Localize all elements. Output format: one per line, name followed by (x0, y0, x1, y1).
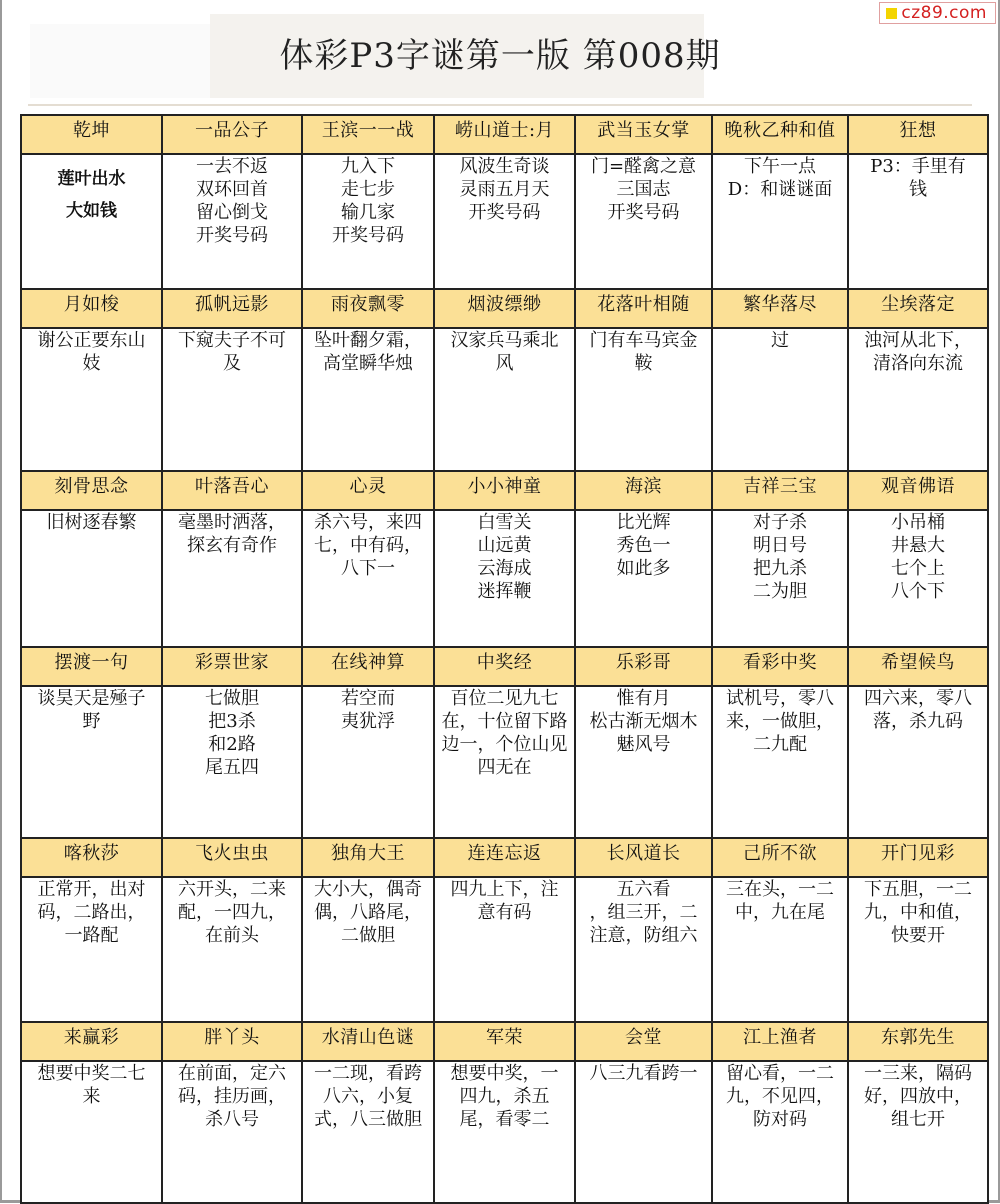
column-header-cell: 开门见彩 (848, 838, 988, 877)
column-header-cell: 独角大王 (302, 838, 434, 877)
riddle-line: 来 (82, 1086, 101, 1107)
riddle-line: 七做胆 (205, 688, 259, 709)
riddle-line: 想要中奖二七 (37, 1063, 146, 1084)
riddle-line: 意有码 (477, 902, 532, 923)
column-header-cell: 观音佛语 (848, 471, 988, 510)
riddle-line: 大小大，偶奇 (314, 879, 422, 900)
riddle-line: 一三来，隔码 (864, 1063, 972, 1084)
column-header-cell: 雨夜飘零 (302, 289, 434, 328)
riddle-cell (712, 510, 848, 647)
header-row (21, 647, 988, 686)
riddle-line: 码，二路出， (37, 902, 146, 923)
riddle-cell (712, 328, 848, 471)
riddle-line: 八六，小复 (323, 1086, 413, 1107)
column-header-cell: 东郭先生 (848, 1022, 988, 1061)
riddle-cell (21, 510, 162, 647)
column-header-cell: 武当玉女掌 (575, 115, 712, 154)
riddle-line: 九，中和值， (864, 902, 972, 923)
column-header-cell: 会堂 (575, 1022, 712, 1061)
column-header-cell: 叶落吾心 (162, 471, 302, 510)
riddle-line: 毫墨时洒落， (178, 512, 286, 533)
header-row (21, 115, 988, 154)
riddle-line: 偶，八路尾， (314, 902, 422, 923)
riddle-cell (302, 686, 434, 838)
column-header-cell: 江上渔者 (712, 1022, 848, 1061)
column-header-cell: 看彩中奖 (712, 647, 848, 686)
riddle-line: 四九上下，注 (450, 879, 559, 900)
riddle-line: 注意，防组六 (589, 925, 698, 946)
riddle-line: 秀色一 (616, 535, 671, 556)
riddle-line: 七，中有码， (314, 535, 422, 556)
riddle-line: 汉家兵马乘北 (450, 330, 559, 351)
column-header-cell: 海滨 (575, 471, 712, 510)
riddle-cell (434, 686, 575, 838)
riddle-line: 比光辉 (616, 512, 671, 533)
column-header-cell: 中奖经 (434, 647, 575, 686)
riddle-line: 莲叶出水 (57, 169, 126, 189)
column-header-cell: 一品公子 (162, 115, 302, 154)
column-header-cell: 尘埃落定 (848, 289, 988, 328)
riddle-line: 白雪关 (477, 512, 532, 533)
riddle-line: 在，十位留下路 (441, 711, 568, 732)
column-header-cell: 花落叶相随 (575, 289, 712, 328)
riddle-line: 想要中奖，一 (450, 1063, 559, 1084)
riddle-line: 二九配 (753, 734, 807, 755)
riddle-line: 七个上 (891, 558, 945, 579)
riddle-line: 开奖号码 (607, 202, 680, 223)
riddle-cell (302, 510, 434, 647)
riddle-line: 防对码 (753, 1109, 807, 1130)
riddle-cell (575, 328, 712, 471)
column-header-cell: 月如梭 (21, 289, 162, 328)
riddle-line: 四无在 (477, 757, 532, 778)
riddle-line: 若空而 (341, 688, 395, 709)
riddle-line: 尾五四 (205, 757, 259, 778)
header-row (21, 1022, 988, 1061)
riddle-cell (434, 154, 575, 289)
column-header-cell: 心灵 (302, 471, 434, 510)
riddle-line: 一去不返 (196, 156, 268, 177)
riddle-line: 九入下 (341, 156, 395, 177)
riddle-line: 惟有月 (616, 688, 671, 709)
riddle-line: 山远黄 (477, 535, 532, 556)
riddle-line: 好，四放中， (864, 1086, 972, 1107)
riddle-line: P3：手里有 (870, 156, 966, 177)
riddle-line: 风波生奇谈 (459, 156, 550, 177)
riddle-cell (302, 328, 434, 471)
column-header-cell: 摆渡一句 (21, 647, 162, 686)
riddle-cell (21, 877, 162, 1022)
riddle-line: 云海成 (477, 558, 532, 579)
column-header-cell: 刻骨思念 (21, 471, 162, 510)
riddle-line: 八下一 (341, 558, 395, 579)
riddle-line: 明日号 (753, 535, 807, 556)
riddle-line: 门=醛禽之意 (590, 156, 697, 177)
riddle-row (21, 1061, 988, 1203)
watermark-logo (879, 2, 996, 24)
column-header-cell: 军荣 (434, 1022, 575, 1061)
logo-square-icon (886, 8, 897, 19)
riddle-cell (575, 1061, 712, 1203)
riddle-line: 四九，杀五 (459, 1086, 550, 1107)
riddle-line: 留心倒戈 (196, 202, 268, 223)
riddle-line: 二做胆 (341, 925, 395, 946)
riddle-cell (848, 686, 988, 838)
riddle-line: 落，杀九码 (873, 711, 963, 732)
riddle-line: 输几家 (341, 202, 395, 223)
riddle-line: 和2路 (208, 734, 256, 755)
riddle-line: 野 (82, 711, 101, 732)
column-header-cell: 胖丫头 (162, 1022, 302, 1061)
riddle-line: 九，不见四， (726, 1086, 834, 1107)
riddle-line: 下窥夫子不可 (178, 330, 286, 351)
riddle-cell (162, 154, 302, 289)
riddle-line: 妓 (82, 353, 101, 374)
riddle-cell (575, 154, 712, 289)
riddle-line: 八个下 (891, 581, 945, 602)
riddle-cell (712, 686, 848, 838)
column-header-cell: 吉祥三宝 (712, 471, 848, 510)
riddle-cell (162, 686, 302, 838)
riddle-cell (712, 877, 848, 1022)
riddle-line: 配，一四九， (178, 902, 286, 923)
riddle-line: 四六来，零八 (864, 688, 972, 709)
riddle-line: 灵雨五月天 (459, 179, 550, 200)
riddle-cell (848, 877, 988, 1022)
riddle-line: 在前头 (205, 925, 259, 946)
riddle-line: 尾，看零二 (459, 1109, 550, 1130)
riddle-line: 把九杀 (753, 558, 807, 579)
column-header-cell: 乾坤 (21, 115, 162, 154)
column-header-cell: 希望候鸟 (848, 647, 988, 686)
riddle-line: 小吊桶 (891, 512, 945, 533)
riddle-cell (21, 1061, 162, 1203)
riddle-line: 杀六号，来四 (314, 512, 422, 533)
riddle-line: 五六看 (616, 879, 671, 900)
riddle-line: 谈昊天是殛子 (37, 688, 146, 709)
riddle-cell (162, 1061, 302, 1203)
riddle-line: 坠叶翻夕霜， (314, 330, 422, 351)
riddle-line: 快要开 (891, 925, 945, 946)
riddle-line: 门有车马宾金 (589, 330, 698, 351)
column-header-cell: 喀秋莎 (21, 838, 162, 877)
riddle-line: 井悬大 (891, 535, 945, 556)
riddle-cell (21, 686, 162, 838)
riddle-line: D：和谜谜面 (727, 179, 833, 200)
column-header-cell: 烟波缥缈 (434, 289, 575, 328)
riddle-row (21, 510, 988, 647)
column-header-cell: 己所不欲 (712, 838, 848, 877)
riddle-line: ，组三开，二 (589, 902, 698, 923)
riddle-line: 旧树逐春繁 (46, 512, 137, 533)
riddle-line: 开奖号码 (196, 225, 268, 246)
riddle-row (21, 328, 988, 471)
column-header-cell: 狂想 (848, 115, 988, 154)
riddle-line: 鞍 (634, 353, 653, 374)
riddle-cell (302, 877, 434, 1022)
riddle-line: 松古渐无烟木 (589, 711, 698, 732)
riddle-cell (575, 686, 712, 838)
riddle-line: 迷挥鞭 (477, 581, 532, 602)
riddle-line: 清洛向东流 (873, 353, 963, 374)
header-row (21, 471, 988, 510)
riddle-line: 把3杀 (208, 711, 256, 732)
riddle-cell (162, 877, 302, 1022)
riddle-line: 一路配 (64, 925, 119, 946)
riddle-grid (20, 114, 989, 1204)
riddle-cell (848, 1061, 988, 1203)
riddle-line: 魅风号 (616, 734, 671, 755)
column-header-cell: 晚秋乙种和值 (712, 115, 848, 154)
riddle-line: 开奖号码 (468, 202, 541, 223)
riddle-line: 双环回首 (196, 179, 268, 200)
riddle-line: 二为胆 (753, 581, 807, 602)
column-header-cell: 乐彩哥 (575, 647, 712, 686)
riddle-line: 及 (223, 353, 241, 374)
title-divider (28, 104, 972, 106)
riddle-line: 八三九看跨一 (589, 1063, 698, 1084)
riddle-line: 谢公正要东山 (37, 330, 146, 351)
column-header-cell: 水清山色谜 (302, 1022, 434, 1061)
riddle-line: 三在头，一二 (726, 879, 834, 900)
watermark-text: cz89.com (901, 3, 987, 23)
riddle-cell (302, 154, 434, 289)
riddle-row (21, 877, 988, 1022)
riddle-cell (848, 154, 988, 289)
riddle-line: 正常开，出对 (37, 879, 146, 900)
riddle-line: 开奖号码 (332, 225, 404, 246)
riddle-cell (575, 510, 712, 647)
header-row (21, 289, 988, 328)
riddle-row (21, 154, 988, 289)
riddle-cell (162, 510, 302, 647)
riddle-cell (302, 1061, 434, 1203)
riddle-cell (434, 1061, 575, 1203)
column-header-cell: 长风道长 (575, 838, 712, 877)
riddle-line: 码，挂历画， (178, 1086, 286, 1107)
riddle-cell (575, 877, 712, 1022)
column-header-cell: 王滨一一战 (302, 115, 434, 154)
riddle-line: 夷犹浮 (341, 711, 395, 732)
riddle-cell (712, 154, 848, 289)
riddle-line: 式，八三做胆 (314, 1109, 422, 1130)
riddle-cell (848, 510, 988, 647)
riddle-line: 试机号，零八 (726, 688, 834, 709)
riddle-line: 边一，个位山见 (441, 734, 568, 755)
riddle-line: 走七步 (341, 179, 395, 200)
column-header-cell: 孤帆远影 (162, 289, 302, 328)
riddle-line: 下午一点 (744, 156, 816, 177)
riddle-line: 组七开 (891, 1109, 945, 1130)
riddle-line: 六开头，二来 (178, 879, 286, 900)
column-header-cell: 崂山道士:月 (434, 115, 575, 154)
riddle-line: 对子杀 (753, 512, 807, 533)
riddle-row (21, 686, 988, 838)
column-header-cell: 彩票世家 (162, 647, 302, 686)
riddle-line: 大如钱 (66, 201, 117, 221)
riddle-cell (434, 510, 575, 647)
riddle-cell (21, 154, 162, 289)
riddle-cell (434, 328, 575, 471)
riddle-line: 探玄有奇作 (187, 535, 277, 556)
riddle-cell (848, 328, 988, 471)
riddle-line: 杀八号 (205, 1109, 259, 1130)
riddle-cell (712, 1061, 848, 1203)
riddle-line: 高堂瞬华烛 (323, 353, 413, 374)
riddle-line: 中，九在尾 (735, 902, 825, 923)
page-title: 体彩P3字谜第一版 第008期 (279, 36, 721, 76)
riddle-line: 在前面，定六 (178, 1063, 286, 1084)
riddle-line: 浊河从北下， (864, 330, 972, 351)
riddle-line: 来，一做胆， (726, 711, 834, 732)
column-header-cell: 来赢彩 (21, 1022, 162, 1061)
riddle-line: 一二现，看跨 (314, 1063, 422, 1084)
riddle-cell (162, 328, 302, 471)
riddle-line: 三国志 (616, 179, 671, 200)
column-header-cell: 繁华落尽 (712, 289, 848, 328)
riddle-line: 百位二见九七 (450, 688, 559, 709)
riddle-line: 如此多 (616, 558, 671, 579)
header-row (21, 838, 988, 877)
riddle-line: 留心看，一二 (726, 1063, 834, 1084)
riddle-cell (21, 328, 162, 471)
riddle-cell (434, 877, 575, 1022)
column-header-cell: 小小神童 (434, 471, 575, 510)
column-header-cell: 飞火虫虫 (162, 838, 302, 877)
riddle-line: 风 (495, 353, 514, 374)
riddle-line: 过 (771, 330, 789, 351)
column-header-cell: 在线神算 (302, 647, 434, 686)
riddle-line: 钱 (909, 179, 927, 200)
column-header-cell: 连连忘返 (434, 838, 575, 877)
riddle-line: 下五胆，一二 (864, 879, 972, 900)
